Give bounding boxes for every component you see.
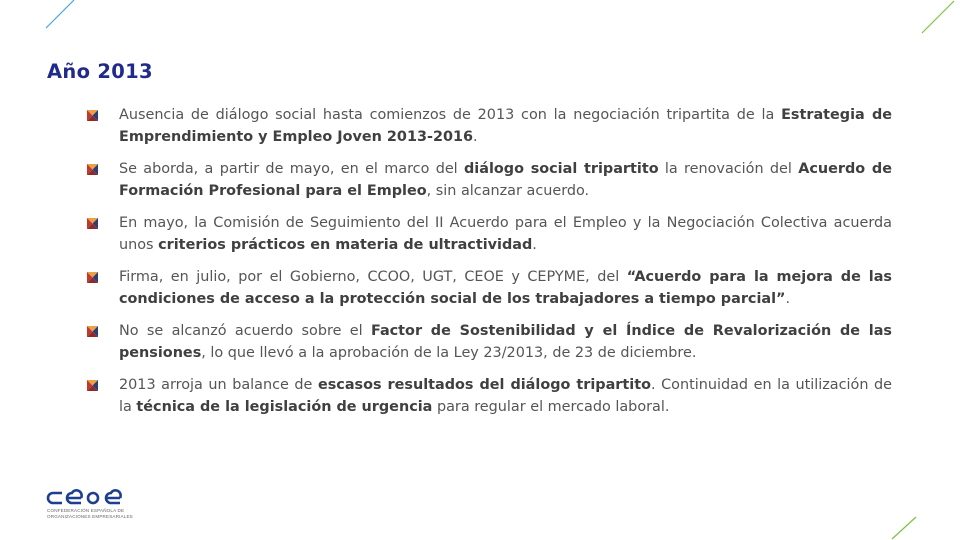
bullet-icon <box>86 271 99 284</box>
bullet-icon <box>86 379 99 392</box>
bullet-text: En mayo, la Comisión de Seguimiento del II Acuerdo para el Empleo y la Negociación Colectiva acuerda unos criterios prácticos en materia de ultractividad. <box>119 215 892 253</box>
bullet-text: Firma, en julio, por el Gobierno, CCOO, UGT, CEOE y CEPYME, del “Acuerdo para la mejora de las condiciones de acceso a la protección social de los trabajadores a tiempo parcial”. <box>119 269 892 307</box>
decorative-slash-top-left <box>44 0 78 30</box>
bullet-item <box>86 375 892 418</box>
slide-title: Año 2013 <box>47 60 153 83</box>
decorative-slash-bottom-right <box>890 516 918 540</box>
logo-subtitle: CONFEDERACIÓN ESPAÑOLA DE ORGANIZACIONES EMPRESARIALES <box>47 508 133 519</box>
bullet-icon <box>86 109 99 122</box>
bullet-list <box>86 105 892 429</box>
bullet-icon <box>86 217 99 230</box>
bullet-item <box>86 267 892 310</box>
bullet-text: Se aborda, a partir de mayo, en el marco del diálogo social tripartito la renovación del Acuerdo de Formación Profesional para el Empleo, sin alcanzar acuerdo. <box>119 161 892 199</box>
bullet-item <box>86 105 892 148</box>
bullet-item <box>86 213 892 256</box>
bullet-item <box>86 321 892 364</box>
bullet-item <box>86 159 892 202</box>
bullet-icon <box>86 325 99 338</box>
bullet-text: No se alcanzó acuerdo sobre el Factor de Sostenibilidad y el Índice de Revalorización de las pensiones, lo que llevó a la aprobación de la Ley 23/2013, de 23 de diciembre. <box>119 323 892 361</box>
bullet-text: 2013 arroja un balance de escasos resultados del diálogo tripartito. Continuidad en la utilización de la técnica de la legislación de urgencia para regular el mercado laboral. <box>119 377 892 415</box>
decorative-slash-top-right <box>920 0 956 34</box>
bullet-icon <box>86 163 99 176</box>
bullet-text: Ausencia de diálogo social hasta comienzos de 2013 con la negociación tripartita de la Estrategia de Emprendimiento y Empleo Joven 2013-2016. <box>119 107 893 145</box>
